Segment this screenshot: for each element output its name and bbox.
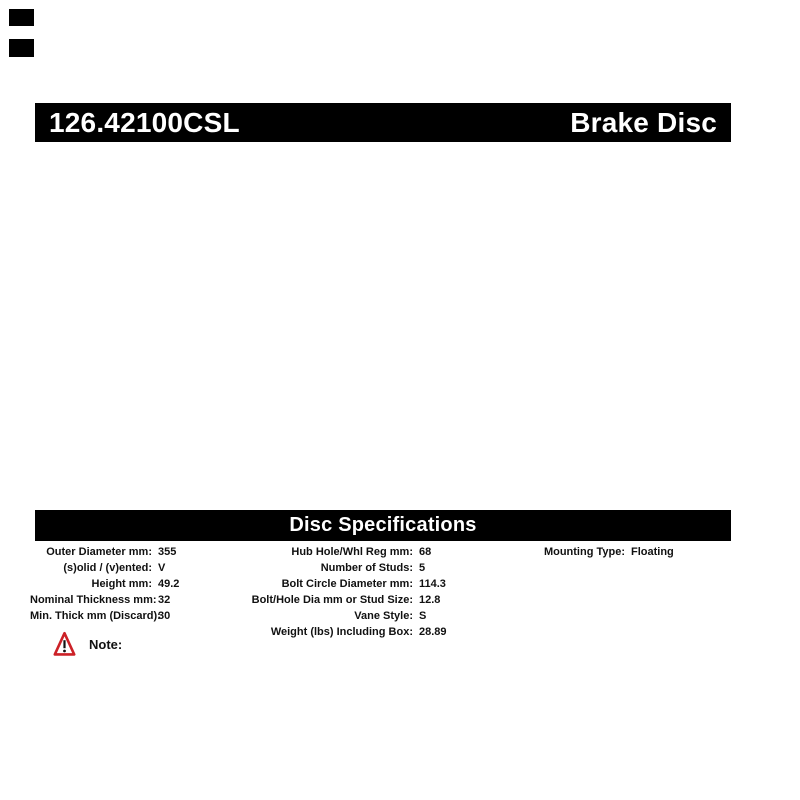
- spec-row: [30, 544, 179, 560]
- spec-value: 12.8: [419, 594, 441, 606]
- note-label: Note:: [89, 636, 123, 652]
- spec-label: Weight (lbs) Including Box:: [270, 626, 413, 638]
- specs-column-middle: [230, 544, 447, 640]
- spec-label: Number of Studs:: [320, 562, 413, 574]
- spec-row: [30, 592, 179, 608]
- spec-value: 68: [419, 546, 432, 558]
- warning-triangle-icon: [53, 630, 76, 658]
- spec-value: 114.3: [419, 578, 446, 590]
- spec-row: [30, 560, 179, 576]
- note-row: [53, 630, 122, 658]
- product-name: Brake Disc: [570, 106, 717, 138]
- registration-mark: [9, 39, 34, 57]
- spec-value: 355: [158, 546, 177, 558]
- header-bar: [35, 103, 731, 142]
- spec-label: Hub Hole/Whl Reg mm:: [291, 546, 413, 558]
- spec-label: Bolt Circle Diameter mm:: [281, 578, 413, 590]
- spec-row: [230, 544, 447, 560]
- spec-label: Height mm:: [91, 578, 152, 590]
- specs-column-right: [470, 544, 674, 560]
- spec-value: 30: [158, 610, 171, 622]
- spec-label: Min. Thick mm (Discard):: [30, 610, 161, 622]
- part-number: 126.42100CSL: [49, 106, 240, 138]
- spec-row: [230, 592, 447, 608]
- spec-row: [230, 624, 447, 640]
- spec-label: Outer Diameter mm:: [46, 546, 152, 558]
- spec-label: Vane Style:: [354, 610, 413, 622]
- spec-label: (s)olid / (v)ented:: [63, 562, 152, 574]
- spec-row: [230, 560, 447, 576]
- spec-row: [30, 608, 179, 624]
- specs-section-title: Disc Specifications: [35, 510, 731, 541]
- spec-value: 5: [419, 562, 426, 574]
- spec-row: [230, 608, 447, 624]
- spec-label: Bolt/Hole Dia mm or Stud Size:: [251, 594, 413, 606]
- spec-value: S: [419, 610, 427, 622]
- spec-row: [230, 576, 447, 592]
- specs-column-left: [30, 544, 179, 624]
- spec-label: Nominal Thickness mm:: [30, 594, 157, 606]
- spec-value: Floating: [631, 546, 674, 558]
- spec-value: V: [158, 562, 166, 574]
- registration-mark: [9, 9, 34, 26]
- spec-row: [470, 544, 674, 560]
- spec-value: 32: [158, 594, 171, 606]
- spec-value: 49.2: [158, 578, 180, 590]
- spec-row: [30, 576, 179, 592]
- spec-value: 28.89: [419, 626, 447, 638]
- spec-label: Mounting Type:: [543, 546, 625, 558]
